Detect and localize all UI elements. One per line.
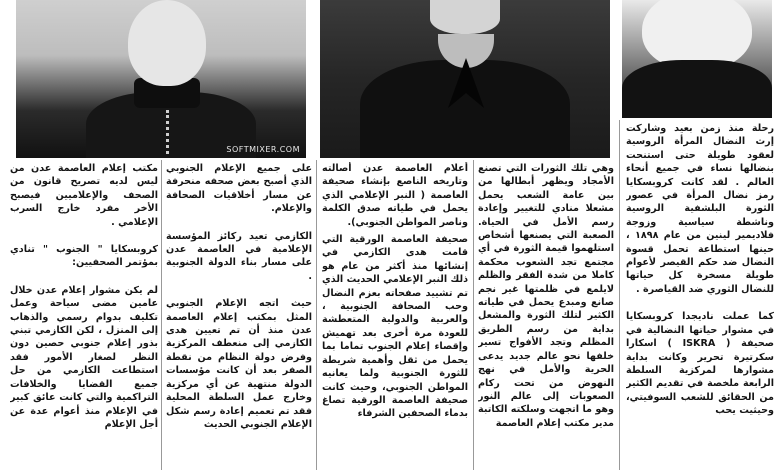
article-column-4: [166, 162, 312, 470]
column-rule: [619, 120, 620, 470]
paragraph: حيث اتجه الإعلام الجنوبي المثل بمكتب إعلام العاصمة عدن منذ أن تم تعيين هدى الكازمي إلى منعطف المركزية وفرض دولة النظام من نقطة الصفر بعد أن كانت مؤسسات الدولة منتهية عن أي مركزية وخارج عمل السلطة المحلية فقد تم تعميم إعادة رسم شكل الإعلام الجنوبي الحديث: [166, 298, 312, 430]
article-column-1: [626, 122, 774, 470]
article-column-3: [322, 162, 468, 470]
photo-young-man: [16, 0, 306, 158]
photo-woman-portrait: [622, 0, 772, 118]
paragraph: صحيفة العاصمة الورقية التي قامت هدى الكازمي في إنشائها منذ أكثر من عام هو ذلك النبر الإعلامي الحديث الذي تم تشييد صفحاته بعزم النضال وحب الصحافة الجنوبية ، والعربية والدولية المتعطشة للعودة مرة أخرى بعد تهميش وإقصاء إعلام الجنوب تماما بما يحمل من ثقل وأهمية شريطة للثورة الجنوبية ولما يعانيه المواطن الجنوبي، وحيث كانت صحيفة العاصمة الورقية تصاغ بدماء الصحفين الشرفاء: [322, 234, 468, 420]
article-column-2: [478, 162, 614, 470]
portrait-chin: [430, 0, 500, 34]
paragraph: وهي تلك الثورات التي تصنع الأمجاد ويظهر أبطالها من بين عامة الشعب يحمل مشعلا منادي للتغيير وإعادة رسم الأمل في الحياة. الصعبة التي يصنعها أشخاص استلهموا قيمة الثورة في أي مجتمع تجد الشعوب محكمة كاملا من شدة الفقر والظلم لايلمع في ظلمتها غير نجم صانع ومبدع يحمل في طياته الكثير لتلك الثورة والمشعل بداية من رسم الطريق المظلم وتجد الأفواج تسير خلفها نحو عالم جديد يدعى الحرية والأمل في نهج النهوض من تحت ركام الصعوبات إلى عالم النور وهو ما اتجهت وسلكته الكاتبة مدير مكتب إعلام العاصمة: [478, 163, 614, 429]
article-column-5: [10, 162, 158, 470]
coat-buttons: [166, 110, 173, 154]
paragraph: لم يكن مشوار إعلام عدن خلال عامين مضى سياحة وعمل تكليف بدوام رسمي والذهاب إلى المنزل ، لكن الكازمي تبني بذور إعلام جنوبي حصين دون النظر لصغار الأمور فقد استطاعت الكازمي من حل جميع القضايا والخلافات التراكمية والتي كانت عائق كبير في الإعلام منذ أعوام عدة عن أجل الإعلام: [10, 284, 158, 430]
photo-woman: [320, 0, 610, 158]
paragraph: كما عملت ناديجدا كروبسكايا في مشوار حياتها النضالية في صحيفة ( ISKRA ) اسكارا سكرتيرة تحرير وكانت بداية مشوارها لمركزية السلطة الرابعة ملخصة في تقديم الكثير من الحقائق للشعب السوفيتي، وحيثيت يحب: [626, 311, 774, 417]
paragraph: أعلام العاصمة عدن أصالته وتاريخه الناصع بإنشاء صحيفة العاصمة ( النبر الإعلامي الذي يحمل في طياته صدق الكلمة وناصر المواطن الجنوبي).: [322, 163, 468, 228]
paragraph: مكتب إعلام العاصمة عدن من ليس لديه تصريح قانون من الصحف والإعلاميين فيصبح الأخر مفرد خارج السرب الإعلامي .: [10, 163, 158, 228]
subheading: الكازمي تعيد ركائز المؤسسة الإعلامية في العاصمة عدن على مسار بناء الدولة الجنوبية .: [166, 230, 312, 282]
portrait-face: [128, 0, 206, 86]
paragraph: على جميع الإعلام الجنوبي الذي أصبح بعض صحفه منحرفة عن مسار أخلاقيات الصحافة والإعلام.: [166, 163, 312, 215]
column-rule: [161, 160, 162, 470]
paragraph: رحلة منذ زمن بعيد وشاركت إرث النضال المرأة الروسية لعقود طويلة حتى استنحت بنضالها نساء في جميع أنحاء العالم . لقد كانت كروبسكايا رمز نضال المرأة في عصور الثورة البلشفية الروسية وناشطة سياسية وزوجة فلاديمير لينين من عام ١٨٩٨ ، حينها استطاعة تحمل قسوة النضال ضد حكم القيصر لأعوام طويلة مسخرة كل حياتها للنضال الثوري ضد القياصرة .: [626, 123, 774, 295]
column-rule: [473, 160, 474, 470]
column-rule: [316, 160, 317, 470]
photo-credit: SOFTMIXER.COM: [226, 145, 300, 154]
subheading: كروبسكايا " الجنوب " تنادي بمؤتمر الصحفيين:: [10, 244, 158, 269]
portrait-shoulders-right: [622, 60, 772, 118]
